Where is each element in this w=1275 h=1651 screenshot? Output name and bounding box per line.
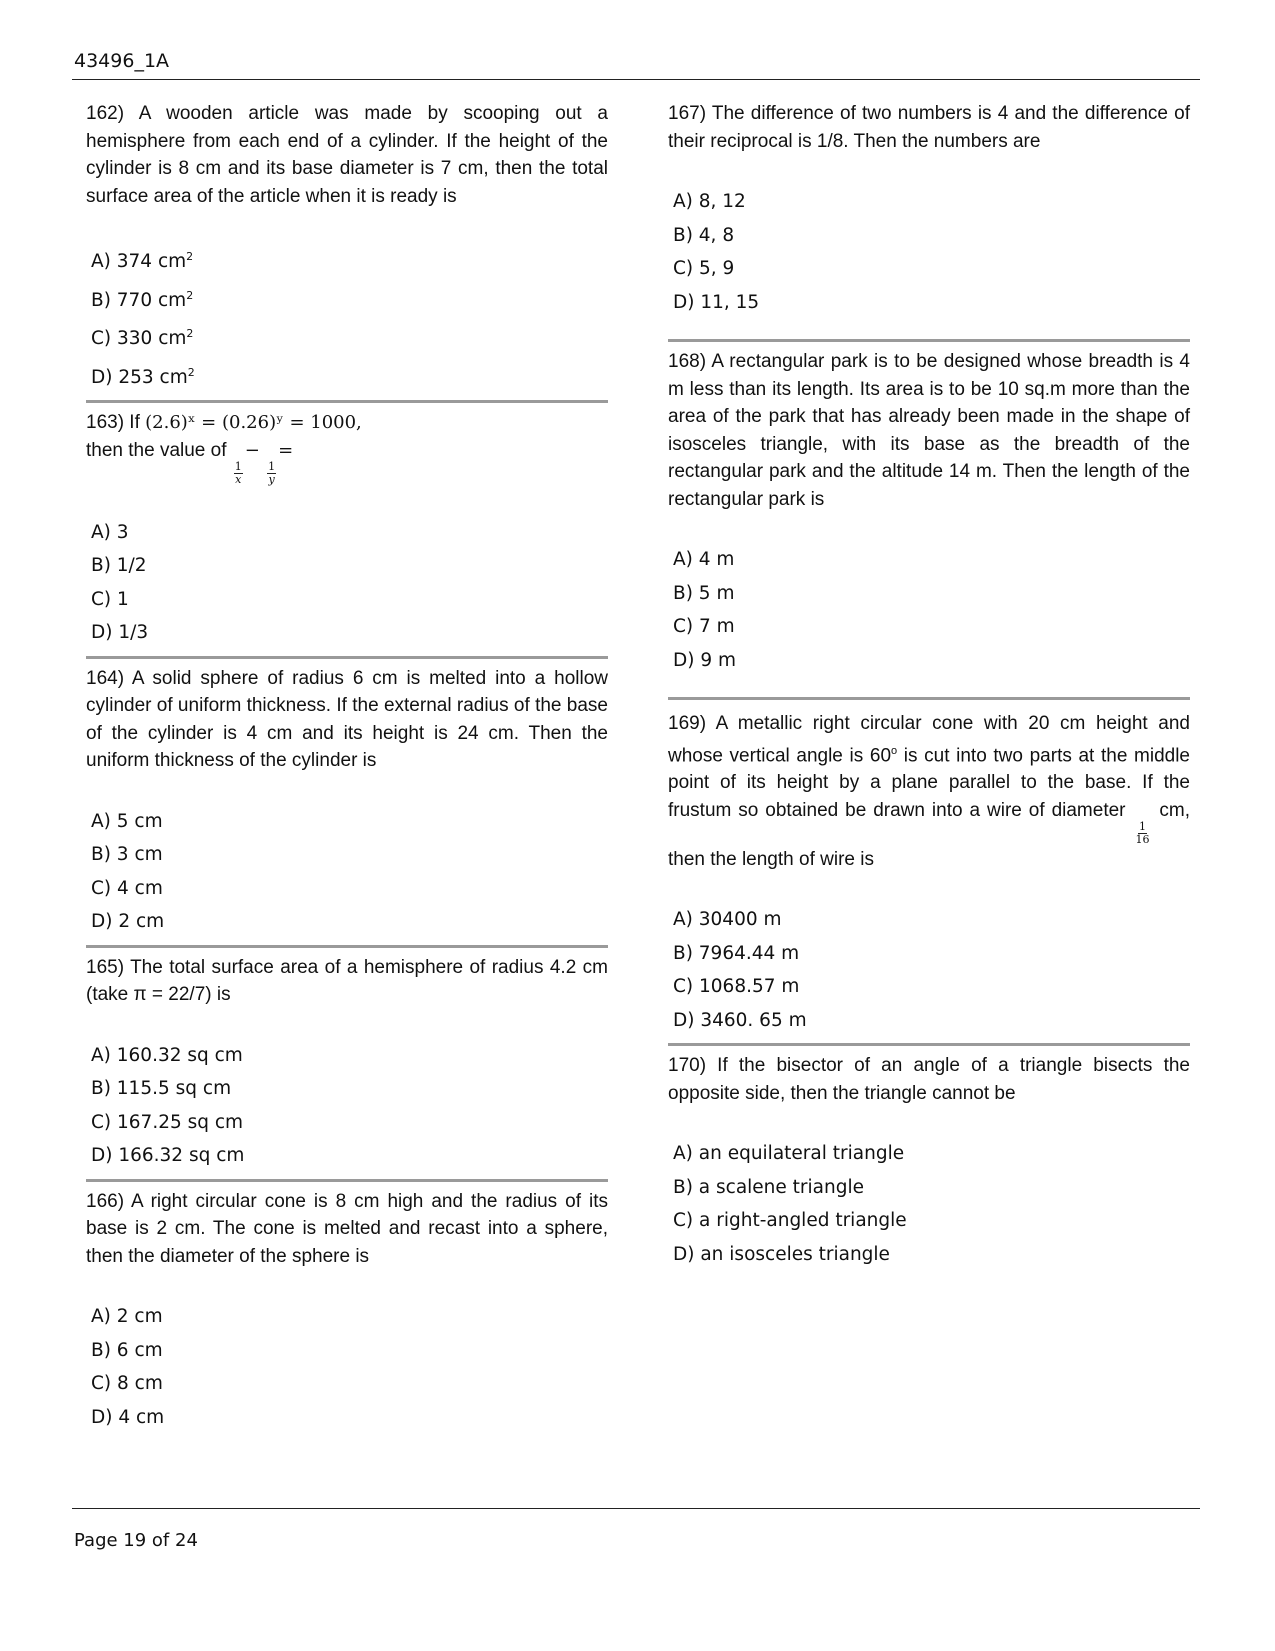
option-a: A) 3 bbox=[91, 521, 129, 543]
fraction-1-over-16: $\frac{1}{16}$ bbox=[1135, 819, 1150, 846]
question-text: 170) If the bisector of an angle of a triangle bisects the opposite side, then the triangle cannot be bbox=[668, 1055, 1190, 1104]
option-b: B) a scalene triangle bbox=[673, 1176, 864, 1198]
option-b: B) 7964.44 m bbox=[673, 942, 800, 964]
option-b: B) 3 cm bbox=[91, 844, 163, 865]
option-c: C) 4 cm bbox=[91, 877, 163, 899]
option-c: C) 330 $cm^2$ bbox=[91, 327, 194, 349]
option-c: C) 1068.57 m bbox=[673, 976, 800, 998]
header-rule bbox=[72, 79, 1200, 80]
options bbox=[86, 805, 608, 939]
question-text: 163) If (2.6)ˣ = (0.26)ʸ = 1000, then the value of $\frac{1}{x}$ − $\frac{1}{y}$ = bbox=[86, 412, 362, 486]
question-163 bbox=[86, 409, 608, 650]
question-169 bbox=[668, 710, 1190, 1037]
page-number: Page 19 of 24 bbox=[74, 1530, 198, 1551]
option-d: D) 9 m bbox=[673, 649, 737, 671]
option-a: A) 8, 12 bbox=[673, 191, 746, 212]
option-c: C) a right-angled triangle bbox=[673, 1210, 907, 1232]
option-a: A) an equilateral triangle bbox=[673, 1143, 905, 1165]
option-b: B) 1/2 bbox=[91, 555, 147, 576]
option-b: B) 115.5 sq cm bbox=[91, 1078, 232, 1099]
equation: (2.6)ˣ = (0.26)ʸ = 1000, bbox=[145, 412, 362, 433]
options bbox=[86, 1039, 608, 1173]
option-d: D) an isosceles triangle bbox=[673, 1243, 890, 1265]
option-a: A) 30400 m bbox=[673, 909, 782, 931]
options bbox=[668, 903, 1190, 1037]
option-d: D) 166.32 sq cm bbox=[91, 1145, 245, 1166]
options bbox=[86, 1300, 608, 1434]
options bbox=[86, 516, 608, 650]
option-a: A) 374 $cm^2$ bbox=[91, 250, 194, 272]
option-d: D) 2 cm bbox=[91, 911, 165, 932]
question-separator bbox=[86, 945, 608, 948]
option-b: B) 6 cm bbox=[91, 1339, 163, 1361]
question-167 bbox=[668, 100, 1190, 319]
option-b: B) 4, 8 bbox=[673, 224, 735, 246]
question-text: 168) A rectangular park is to be designed whose breadth is 4 m less than its length. Its area is to be 10 sq.m more than the area of the park that has already been made in the shape of isosceles triangle, with its base as the breadth of the rectangular park and the altitude 14 m. Then the length of the rectangular park is bbox=[668, 351, 1190, 510]
option-d: D) 253 $cm^2$ bbox=[91, 365, 195, 388]
right-column bbox=[668, 100, 1190, 1271]
question-separator bbox=[86, 656, 608, 659]
left-column bbox=[86, 100, 608, 1434]
option-b: B) 770 $cm^2$ bbox=[91, 288, 194, 311]
fraction-1-over-y: $\frac{1}{y}$ bbox=[268, 459, 276, 486]
option-d: D) 3460. 65 m bbox=[673, 1009, 807, 1031]
option-a: A) 4 m bbox=[673, 549, 735, 570]
question-170 bbox=[668, 1052, 1190, 1271]
fraction-1-over-x: $\frac{1}{x}$ bbox=[234, 459, 242, 486]
footer-rule bbox=[72, 1508, 1200, 1509]
option-d: D) 11, 15 bbox=[673, 291, 760, 313]
question-text: 169) A metallic right circular cone with 20 cm height and whose vertical angle is 60$^o$ is cut into two parts at the middle point of its height by a plane parallel to the base. If the frustum so obtained be drawn into a wire of diameter $\frac{1}{16}$ cm, then the length of wire is bbox=[668, 713, 1191, 870]
option-a: A) 160.32 sq cm bbox=[91, 1044, 243, 1066]
question-text: 164) A solid sphere of radius 6 cm is melted into a hollow cylinder of uniform thickness. If the external radius of the base of the cylinder is 4 cm and its height is 24 cm. Then the uniform thickness of the cylinder is bbox=[86, 667, 608, 771]
question-166 bbox=[86, 1188, 608, 1435]
option-c: C) 167.25 sq cm bbox=[91, 1111, 244, 1133]
option-b: B) 5 m bbox=[673, 582, 735, 604]
option-c: C) 8 cm bbox=[91, 1373, 163, 1394]
options bbox=[86, 240, 608, 394]
option-c: C) 7 m bbox=[673, 616, 735, 637]
question-162 bbox=[86, 100, 608, 394]
question-164 bbox=[86, 665, 608, 939]
option-c: C) 1 bbox=[91, 588, 129, 610]
question-text: 162) A wooden article was made by scooping out a hemisphere from each end of a cylinder. If the height of the cylinder is 8 cm and its base diameter is 7 cm, then the total surface area of the article when it is ready is bbox=[86, 103, 608, 207]
option-c: C) 5, 9 bbox=[673, 258, 735, 279]
question-separator bbox=[668, 339, 1190, 342]
question-165 bbox=[86, 954, 608, 1173]
option-d: D) 4 cm bbox=[91, 1406, 165, 1428]
options bbox=[668, 543, 1190, 677]
options bbox=[668, 185, 1190, 319]
question-168 bbox=[668, 348, 1190, 677]
question-separator bbox=[668, 697, 1190, 700]
question-separator bbox=[86, 1179, 608, 1182]
option-d: D) 1/3 bbox=[91, 622, 149, 643]
question-text: 167) The difference of two numbers is 4 and the difference of their reciprocal is 1/8. Then the numbers are bbox=[668, 103, 1190, 152]
question-separator bbox=[86, 400, 608, 403]
document-id: 43496_1A bbox=[74, 50, 170, 72]
option-a: A) 2 cm bbox=[91, 1306, 163, 1327]
options bbox=[668, 1137, 1190, 1271]
option-a: A) 5 cm bbox=[91, 810, 163, 832]
question-text: 166) A right circular cone is 8 cm high and the radius of its base is 2 cm. The cone is melted and recast into a sphere, then the diameter of the sphere is bbox=[86, 1190, 608, 1267]
question-separator bbox=[668, 1043, 1190, 1046]
question-text: 165) The total surface area of a hemisphere of radius 4.2 cm (take π = 22/7) is bbox=[86, 956, 608, 1005]
